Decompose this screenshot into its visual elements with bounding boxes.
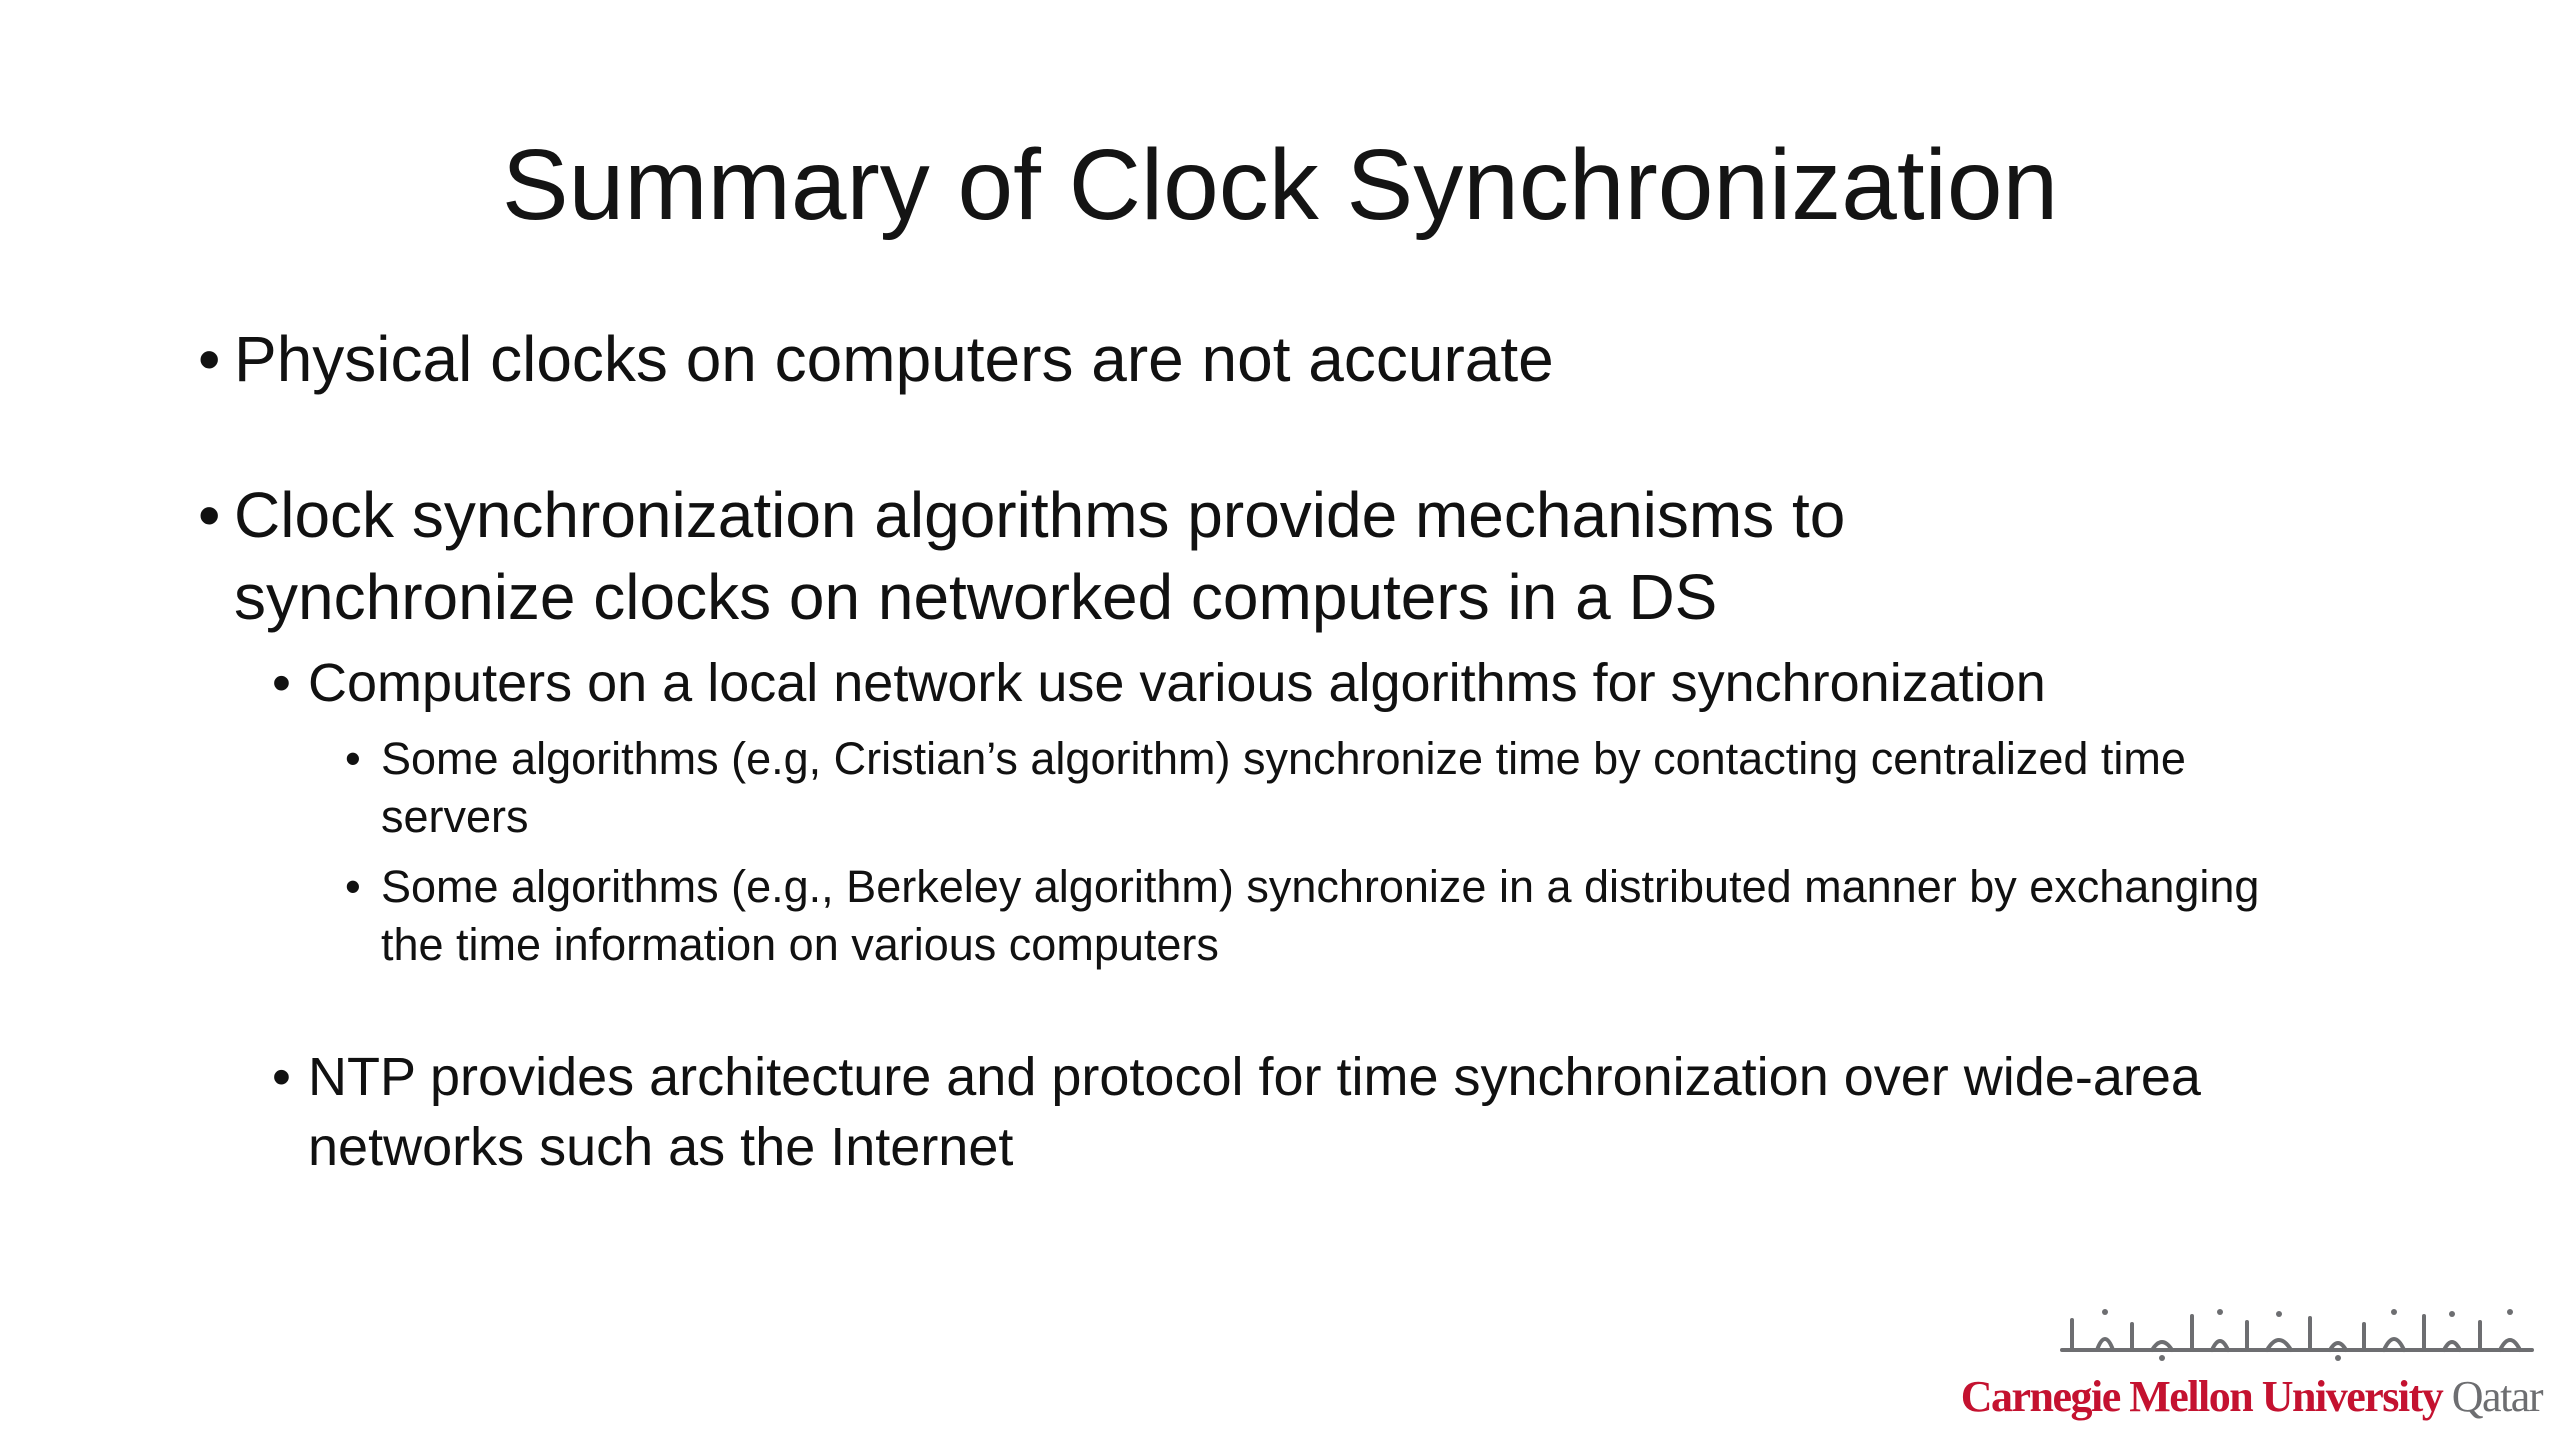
bullet-item	[198, 318, 2298, 400]
sub-sub-bullet-item	[345, 730, 2295, 846]
university-logo	[1960, 1302, 2542, 1422]
bullet-marker: •	[345, 861, 361, 912]
bullet-text: Some algorithms (e.g, Cristian’s algorithm) synchronize time by contacting centralized time servers	[381, 733, 2186, 842]
bullet-marker: •	[345, 733, 361, 784]
bullet-text: Clock synchronization algorithms provide mechanisms to synchronize clocks on networked computers in a DS	[234, 479, 1846, 633]
arabic-logotype-icon	[2052, 1302, 2542, 1362]
bullet-marker: •	[272, 1047, 291, 1107]
bullet-text: Computers on a local network use various algorithms for synchronization	[308, 653, 2046, 713]
bullet-text: Some algorithms (e.g., Berkeley algorithm) synchronize in a distributed manner by exchanging the time information on various computers	[381, 861, 2260, 970]
slide-title: Summary of Clock Synchronization	[501, 129, 2059, 241]
bullet-item	[198, 474, 2098, 638]
bullet-text: Physical clocks on computers are not accurate	[234, 323, 1554, 395]
bullet-marker: •	[198, 323, 221, 395]
sub-bullet-item	[272, 648, 2272, 718]
bullet-marker: •	[198, 479, 221, 551]
sub-bullet-item	[272, 1042, 2302, 1182]
logo-name-gray: Qatar	[2451, 1372, 2542, 1421]
sub-sub-bullet-item	[345, 858, 2295, 974]
bullet-marker: •	[272, 653, 291, 713]
bullet-text: NTP provides architecture and protocol for time synchronization over wide-area networks such as the Internet	[308, 1047, 2201, 1177]
logo-wordmark	[1961, 1371, 2542, 1422]
logo-name-red: Carnegie Mellon University	[1960, 1372, 2443, 1421]
